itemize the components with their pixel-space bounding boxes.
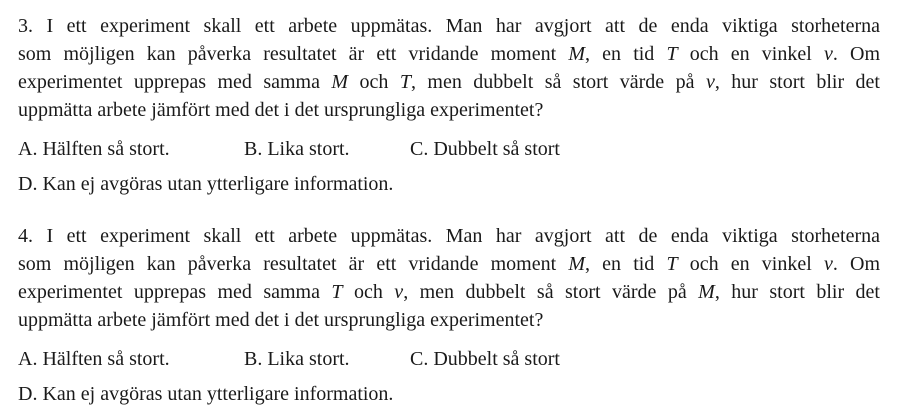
text-segment: , hur stort blir det (714, 281, 880, 303)
text-line (18, 222, 880, 250)
question-3 (18, 12, 880, 198)
text-segment: och (342, 281, 395, 303)
math-variable: v (394, 281, 404, 303)
text-segment: , en tid (585, 43, 667, 65)
question-3-option-b: B. Lika stort. (244, 138, 350, 160)
question-4-options-row (18, 345, 880, 373)
math-variable: v (705, 71, 715, 93)
text-segment: , men dubbelt så stort värde på (410, 71, 706, 93)
question-3-option-a: A. Hälften så stort. (18, 138, 170, 160)
text-segment: och en vinkel (677, 253, 824, 275)
math-variable: T (666, 253, 678, 275)
text-segment: och en vinkel (677, 43, 824, 65)
math-variable: T (399, 71, 411, 93)
question-4-option-a: A. Hälften så stort. (18, 348, 170, 370)
question-3-options-row (18, 135, 880, 163)
text-segment: 3. I ett experiment skall ett arbete uppmätas. Man har avgjort att de enda viktiga storheterna (18, 15, 880, 37)
text-segment: som möjligen kan påverka resultatet är ett vridande moment (18, 253, 569, 275)
text-line (18, 250, 880, 278)
question-4-option-b: B. Lika stort. (244, 348, 350, 370)
text-segment: uppmätta arbete jämfört med det i det ursprungliga experimentet? (18, 309, 544, 331)
text-line (18, 12, 880, 40)
text-line (18, 68, 880, 96)
math-variable: M (698, 281, 715, 303)
question-4-text (18, 222, 880, 334)
text-segment: , hur stort blir det (714, 71, 880, 93)
text-segment: experimentet upprepas med samma (18, 71, 332, 93)
text-segment: och (348, 71, 400, 93)
text-segment: uppmätta arbete jämfört med det i det ursprungliga experimentet? (18, 99, 544, 121)
question-3-option-c: C. Dubbelt så stort (410, 138, 560, 160)
text-segment: , men dubbelt så stort värde på (403, 281, 699, 303)
math-variable: M (568, 253, 586, 275)
text-segment: , en tid (585, 253, 667, 275)
text-line (18, 40, 880, 68)
text-segment: . Om (832, 253, 880, 275)
question-4 (18, 222, 880, 405)
text-segment: experimentet upprepas med samma (18, 281, 332, 303)
question-3-text (18, 12, 880, 124)
text-segment: . Om (832, 43, 880, 65)
math-variable: M (331, 71, 349, 93)
question-3-option-d: D. Kan ej avgöras utan ytterligare information. (18, 173, 394, 195)
text-line (18, 96, 880, 124)
math-variable: T (331, 281, 343, 303)
text-segment: som möjligen kan påverka resultatet är ett vridande moment (18, 43, 569, 65)
math-variable: v (823, 43, 833, 65)
text-segment: 4. I ett experiment skall ett arbete uppmätas. Man har avgjort att de enda viktiga storheterna (18, 225, 880, 247)
text-line (18, 278, 880, 306)
math-variable: M (568, 43, 586, 65)
question-4-option-c: C. Dubbelt så stort (410, 348, 560, 370)
text-line (18, 306, 880, 334)
question-4-option-d: D. Kan ej avgöras utan ytterligare information. (18, 383, 394, 405)
math-variable: T (666, 43, 678, 65)
math-variable: v (823, 253, 833, 275)
